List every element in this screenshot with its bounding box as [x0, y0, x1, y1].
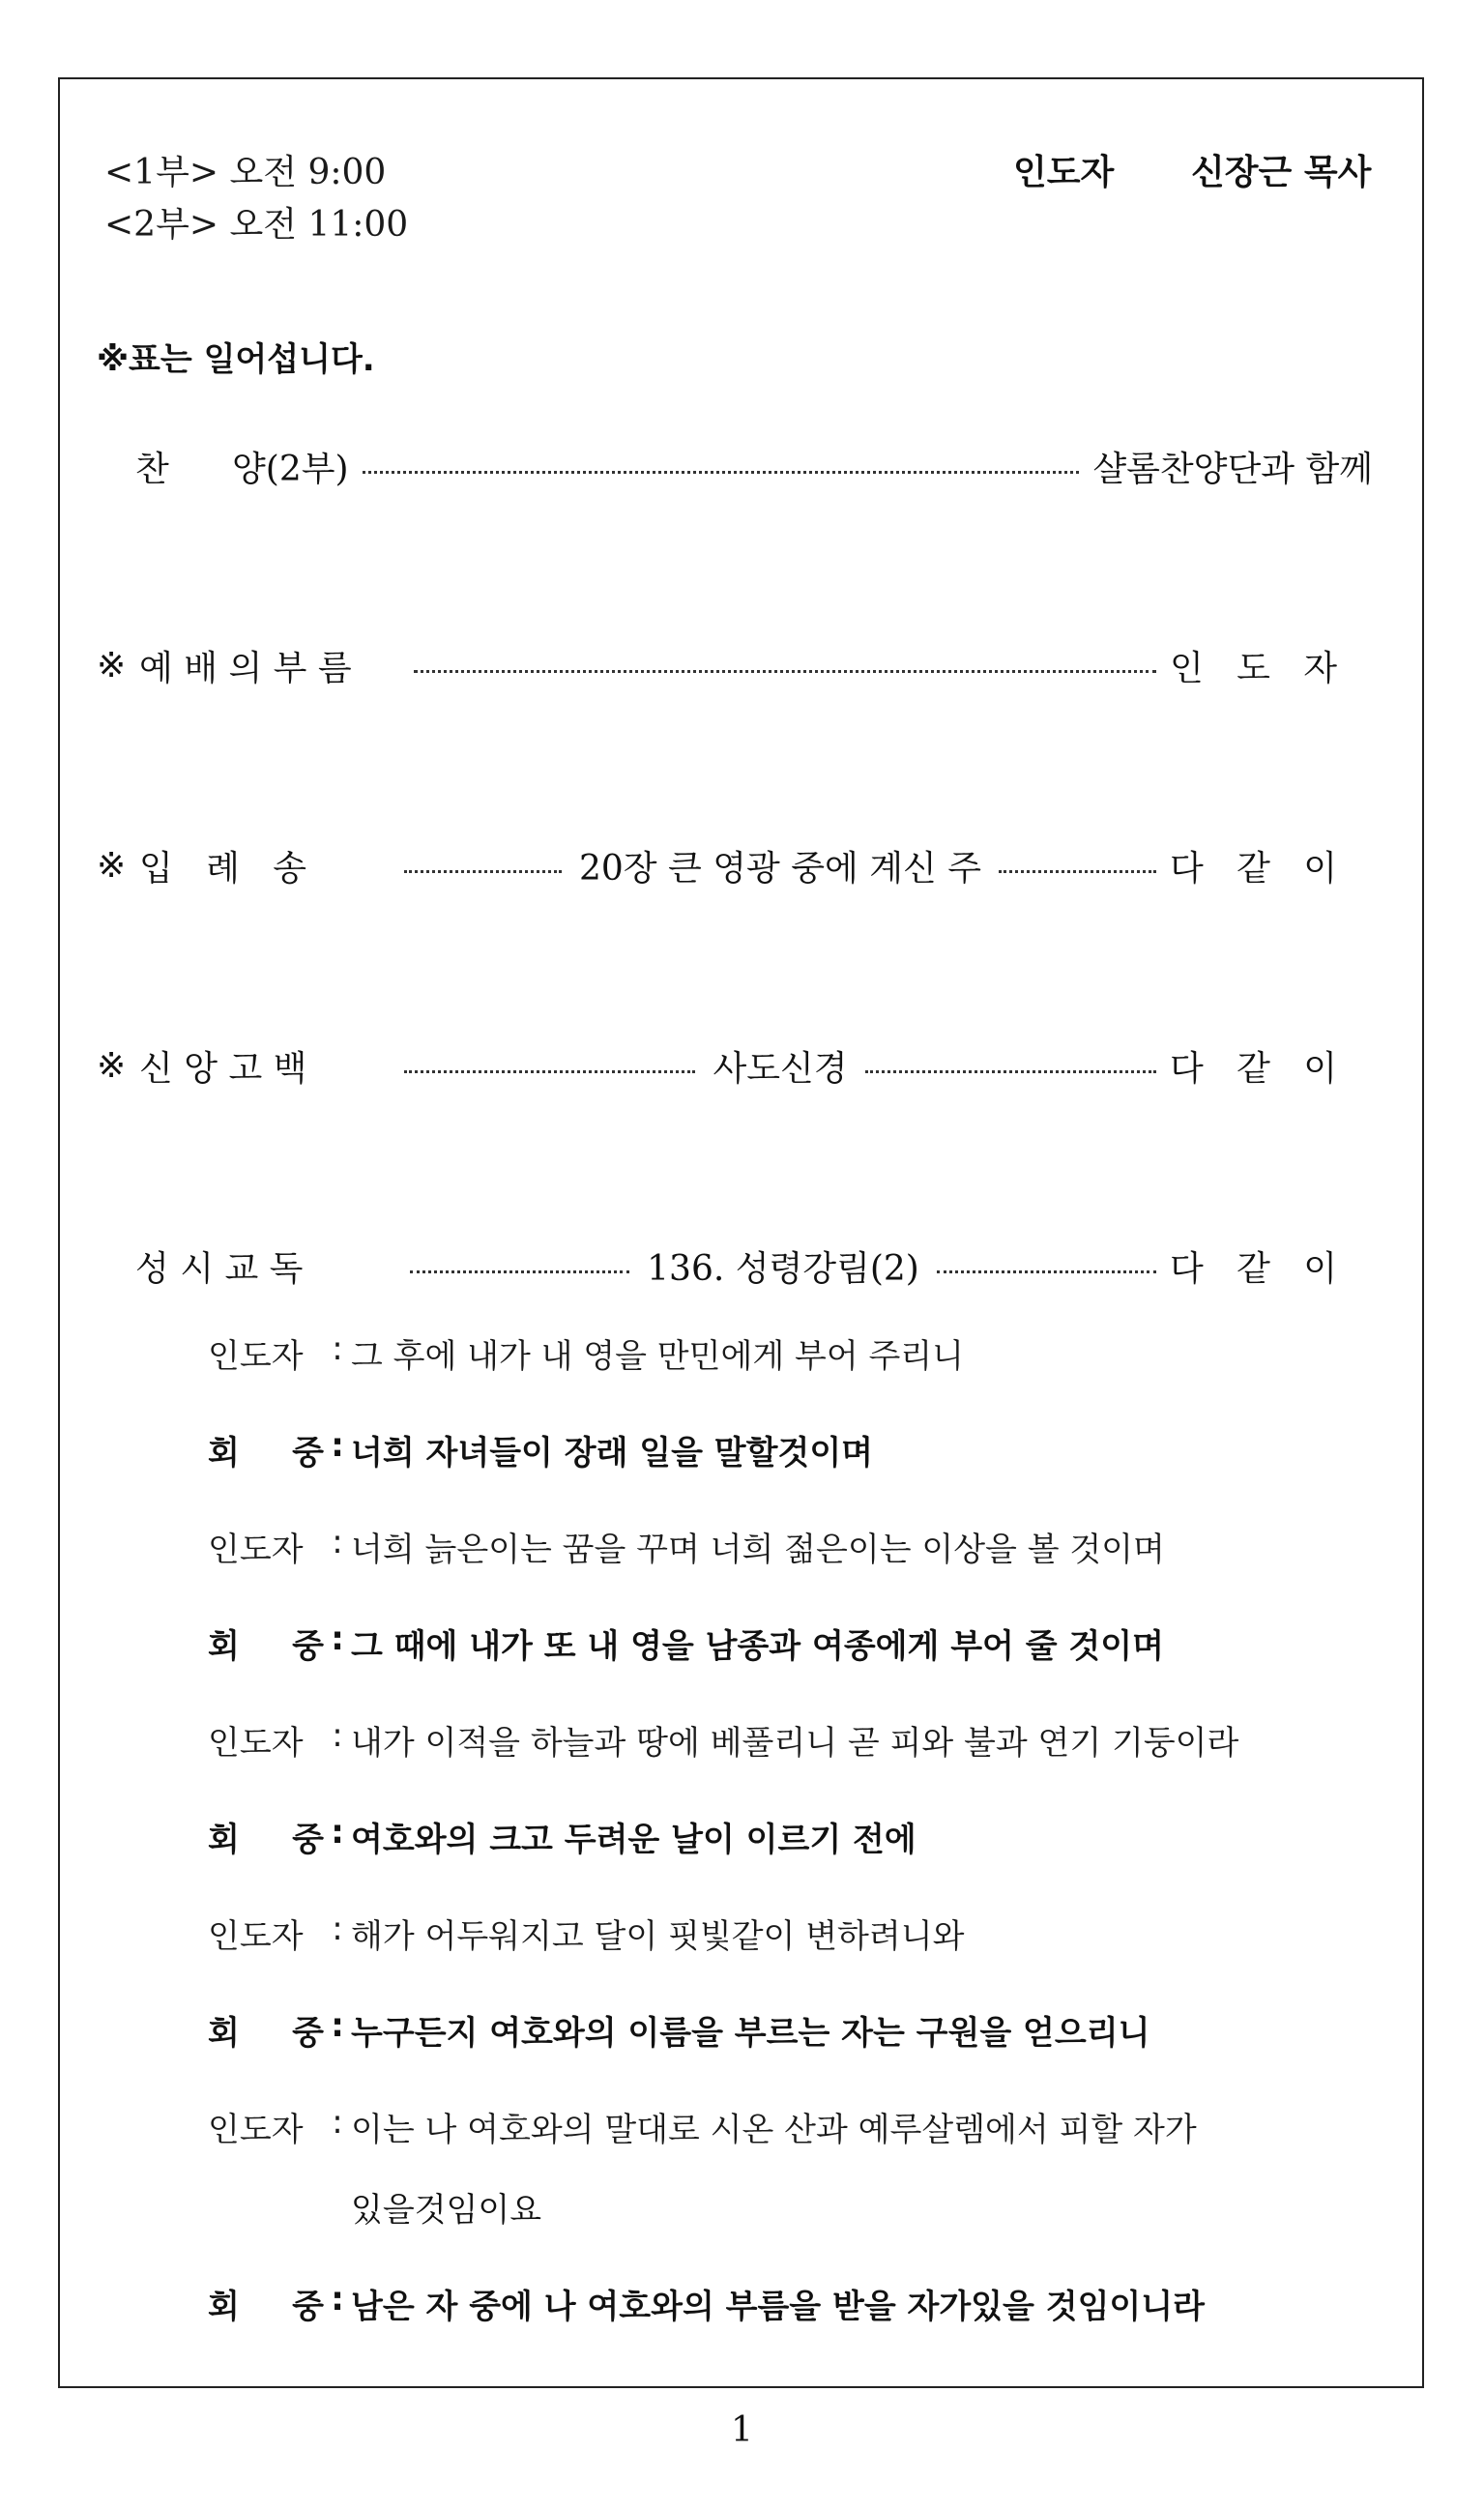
dot-leader: [410, 1270, 629, 1273]
program-label: [97, 442, 349, 491]
program-label-text: 신 앙 고 백: [139, 1048, 307, 1089]
program-row-responsive-reading: [97, 1241, 1373, 1290]
leader-title: 인도자: [1013, 153, 1115, 192]
reading-line-congregation: [208, 1426, 873, 1473]
program-performer: 다 같 이: [1170, 1248, 1338, 1289]
reading-text: 너희 늙은이는 꿈을 꾸며 너희 젊은이는 이상을 볼 것이며: [351, 1531, 1165, 1569]
program-label: [97, 1041, 391, 1091]
reading-text: 여호와의 크고 두려운 날이 이르기 전에: [351, 1821, 917, 1859]
program-label-text: 성 시 교 독: [135, 1248, 304, 1289]
dot-leader: [414, 670, 1156, 673]
program-label-text: 예 배 의 부 름: [139, 648, 352, 688]
separator: :: [331, 2006, 344, 2045]
page-number: 1: [731, 2410, 753, 2450]
separator: :: [332, 1910, 343, 1948]
reading-text: 해가 어두워지고 달이 핏빛같이 변하려니와: [351, 1917, 965, 1956]
program-row-praise: [97, 442, 1373, 490]
service-time-second: <2부> 오전 11:00: [104, 205, 409, 245]
reading-text: 그 후에 내가 내 영을 만민에게 부어 주리니: [351, 1337, 964, 1376]
reading-line-congregation: [208, 1813, 917, 1860]
program-performer: 다 같 이: [1170, 1048, 1338, 1089]
separator: :: [331, 1619, 344, 1658]
program-row-opening-hymn: [97, 841, 1373, 890]
program-label: [97, 1241, 396, 1291]
reading-line-congregation: [208, 2280, 1205, 2327]
program-label-part: 찬: [135, 449, 169, 489]
dot-leader: [404, 870, 562, 873]
program-performer: 인 도 자: [1170, 648, 1337, 688]
separator: :: [331, 1813, 344, 1852]
speaker-tag: 회 중: [208, 1821, 324, 1859]
speaker-tag: 회 중: [208, 1627, 324, 1666]
standing-mark: ※: [97, 645, 127, 686]
separator: :: [332, 1329, 343, 1368]
dot-leader: [363, 471, 1080, 474]
program-detail: 사도신경: [713, 1048, 848, 1089]
standing-mark: ※: [97, 845, 127, 886]
program-label-part: 양(2부): [232, 449, 349, 489]
speaker-tag: 인도자: [208, 2111, 304, 2149]
separator: :: [332, 1716, 343, 1755]
speaker-tag: 인도자: [208, 1337, 304, 1376]
reading-text: 그 때에 내가 또 내 영을 남종과 여종에게 부어 줄 것이며: [351, 1627, 1164, 1666]
reading-line-leader: [208, 1910, 964, 1957]
reading-line-leader: [208, 1523, 1165, 1570]
reading-text: 누구든지 여호와의 이름을 부르는 자는 구원을 얻으리니: [351, 2014, 1150, 2053]
speaker-tag: 회 중: [208, 2288, 324, 2326]
speaker-tag: 인도자: [208, 1917, 304, 1956]
reading-text: 이는 나 여호와의 말대로 시온 산과 예루살렘에서 피할 자가: [351, 2111, 1197, 2149]
separator: :: [332, 2103, 343, 2142]
program-performer: 다 같 이: [1170, 848, 1338, 889]
standing-note: ※표는 일어섭니다.: [97, 340, 375, 379]
reading-text: 남은 자 중에 나 여호와의 부름을 받을 자가있을 것임이니라: [351, 2288, 1205, 2326]
reading-line-congregation: [208, 1619, 1164, 1667]
program-row-call-to-worship: [97, 641, 1373, 689]
reading-text: 너희 자녀들이 장래 일을 말할것이며: [351, 1434, 874, 1473]
dot-leader: [937, 1270, 1156, 1273]
reading-line-leader: [208, 1329, 964, 1377]
speaker-tag: 회 중: [208, 1434, 324, 1473]
program-detail: 136. 성령강림(2): [647, 1248, 919, 1289]
leader-name: 신장근 목사: [1191, 153, 1372, 192]
dot-leader: [999, 870, 1156, 873]
dot-leader: [404, 1070, 695, 1073]
program-label-text: 입 례 송: [139, 848, 306, 889]
dot-leader: [865, 1070, 1156, 1073]
separator: :: [331, 2280, 344, 2319]
program-row-creed: [97, 1041, 1373, 1090]
separator: :: [331, 1426, 344, 1465]
program-performer: 샬롬찬양단과 함께: [1092, 449, 1373, 489]
reading-line-leader: [208, 1716, 1238, 1764]
service-time-first: <1부> 오전 9:00: [104, 153, 387, 192]
program-label: [97, 641, 400, 690]
reading-text: 내가 이적을 하늘과 땅에 베풀리니 곧 피와 불과 연기 기둥이라: [351, 1724, 1239, 1763]
separator: :: [332, 1523, 343, 1561]
reading-line-congregation: [208, 2006, 1149, 2054]
program-detail: 20장 큰 영광 중에 계신 주: [579, 848, 982, 889]
standing-mark: ※: [97, 1045, 127, 1086]
speaker-tag: 인도자: [208, 1724, 304, 1763]
reading-line-leader: [208, 2103, 1197, 2150]
speaker-tag: 인도자: [208, 1531, 304, 1569]
program-label: [97, 841, 391, 890]
speaker-tag: 회 중: [208, 2014, 324, 2053]
reading-line-continuation: 있을것임이요: [351, 2191, 542, 2230]
